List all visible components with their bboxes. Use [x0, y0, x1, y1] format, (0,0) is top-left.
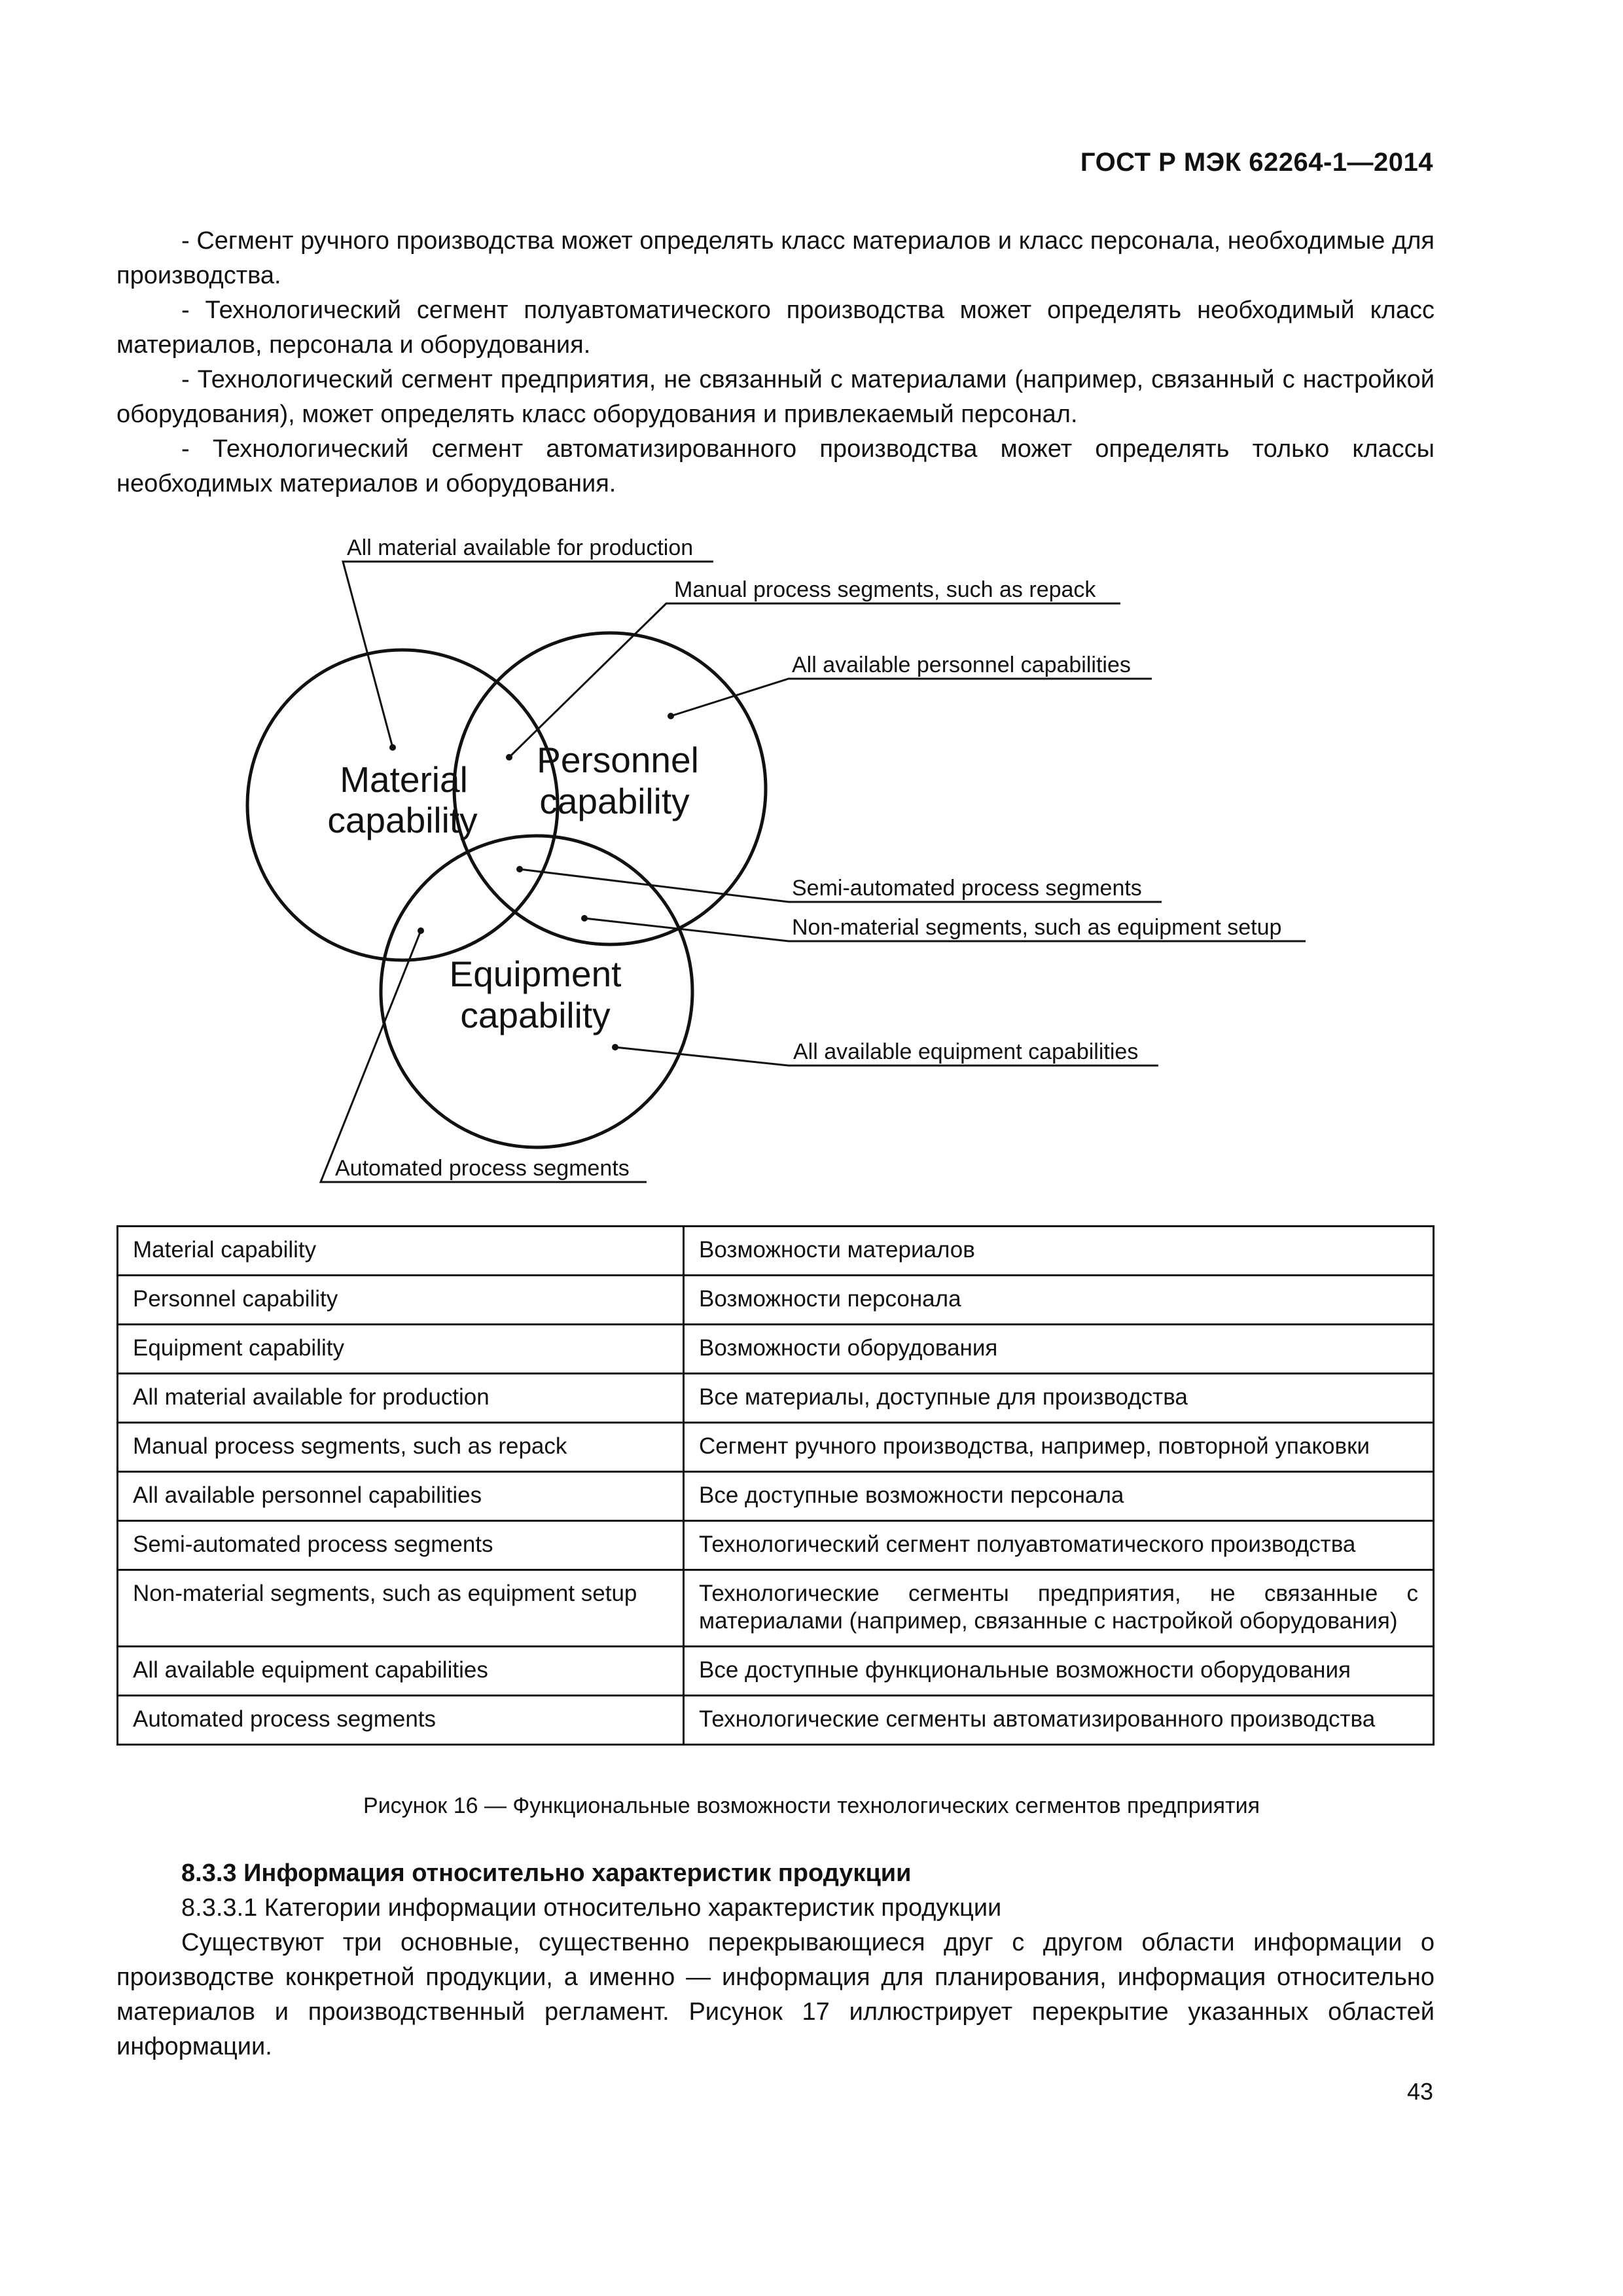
page-number: 43: [1406, 2078, 1433, 2105]
marker-dot: [612, 1044, 618, 1050]
callout-non-material: Non-material segments, such as equipment setup: [792, 915, 1282, 940]
legend-en-cell: Manual process segments, such as repack: [118, 1423, 684, 1472]
personnel-label-line1: Personnel: [537, 740, 699, 780]
legend-ru-cell: Возможности оборудования: [684, 1325, 1434, 1374]
legend-ru-cell: Все доступные возможности персонала: [684, 1472, 1434, 1521]
legend-en-cell: All available personnel capabilities: [118, 1472, 684, 1521]
table-row: [118, 1374, 1434, 1423]
callout-all-material: All material available for production: [347, 535, 694, 560]
intro-paragraph: - Сегмент ручного производства может определять класс материалов и класс персонала, необходимые для производства.: [116, 227, 1435, 289]
table-row: [118, 1521, 1434, 1570]
intro-paragraph: - Технологический сегмент полуавтоматического производства может определять необходимый класс материалов, персонала и оборудования.: [116, 296, 1435, 359]
table-row: [118, 1276, 1434, 1325]
callout-all-equipment: All available equipment capabilities: [793, 1039, 1139, 1064]
document-header: ГОСТ Р МЭК 62264-1—2014: [1080, 148, 1433, 177]
marker-dot: [581, 915, 588, 922]
callout-manual: Manual process segments, such as repack: [674, 577, 1096, 602]
legend-en-cell: Personnel capability: [118, 1276, 684, 1325]
table-row: [118, 1423, 1434, 1472]
legend-ru-cell: Технологический сегмент полуавтоматического производства: [684, 1521, 1434, 1570]
legend-ru-cell: Возможности персонала: [684, 1276, 1434, 1325]
venn-diagram: [0, 517, 1623, 1198]
legend-ru-cell: Все доступные функциональные возможности оборудования: [684, 1647, 1434, 1696]
legend-table: [116, 1225, 1435, 1746]
table-row: [118, 1647, 1434, 1696]
legend-ru-cell: Все материалы, доступные для производства: [684, 1374, 1434, 1423]
callout-automated: Automated process segments: [335, 1156, 630, 1181]
table-row: [118, 1472, 1434, 1521]
table-row: [118, 1696, 1434, 1745]
legend-ru-cell: Сегмент ручного производства, например, повторной упаковки: [684, 1423, 1434, 1472]
section-body: Существуют три основные, существенно перекрывающиеся друг с другом области информации о производстве конкретной продукции, а именно — информация для планирования, информация относительно материалов и производственный регламент. Рисунок 17 иллюстрирует перекрытие указанных областей информации.: [116, 1929, 1435, 2060]
callout-all-personnel: All available personnel capabilities: [792, 653, 1131, 677]
intro-paragraph: - Технологический сегмент предприятия, не связанный с материалами (например, связанный с настройкой оборудования), может определять класс оборудования и привлекаемый персонал.: [116, 366, 1435, 428]
intro-paragraph: - Технологический сегмент автоматизированного производства может определять только классы необходимых материалов и оборудования.: [116, 435, 1435, 497]
table-row: [118, 1570, 1434, 1647]
legend-en-cell: All available equipment capabilities: [118, 1647, 684, 1696]
personnel-label-line2: capability: [539, 781, 690, 821]
venn-figure: [0, 517, 1623, 1198]
table-row: [118, 1227, 1434, 1276]
legend-en-cell: Semi-automated process segments: [118, 1521, 684, 1570]
marker-dot: [389, 744, 396, 751]
callout-semi-automated: Semi-automated process segments: [792, 876, 1142, 901]
leader-manual: [509, 603, 1120, 757]
legend-en-cell: All material available for production: [118, 1374, 684, 1423]
intro-text: [116, 224, 1435, 501]
figure-caption: Рисунок 16 — Функциональные возможности технологических сегментов предприятия: [363, 1793, 1260, 1818]
legend-en-cell: Automated process segments: [118, 1696, 684, 1745]
legend-en-cell: Material capability: [118, 1227, 684, 1276]
marker-dot: [506, 754, 512, 761]
legend-ru-cell: Возможности материалов: [684, 1227, 1434, 1276]
section-8-3-3: [116, 1856, 1435, 2064]
legend-en-cell: Equipment capability: [118, 1325, 684, 1374]
table-row: [118, 1325, 1434, 1374]
material-label-line2: capability: [327, 800, 478, 840]
material-label-line1: Material: [340, 759, 468, 800]
section-heading: 8.3.3 Информация относительно характеристик продукции: [181, 1859, 912, 1887]
legend-ru-cell: Технологические сегменты автоматизированного производства: [684, 1696, 1434, 1745]
marker-dot: [668, 713, 674, 719]
equipment-label-line2: capability: [460, 995, 611, 1035]
legend-ru-cell: Технологические сегменты предприятия, не связанные с материалами (например, связанные с настройкой оборудования): [684, 1570, 1434, 1647]
marker-dot: [516, 866, 523, 872]
equipment-label-line1: Equipment: [449, 954, 622, 994]
section-subheading: 8.3.3.1 Категории информации относительно характеристик продукции: [181, 1894, 1002, 1922]
legend-en-cell: Non-material segments, such as equipment setup: [118, 1570, 684, 1647]
marker-dot: [418, 927, 424, 934]
